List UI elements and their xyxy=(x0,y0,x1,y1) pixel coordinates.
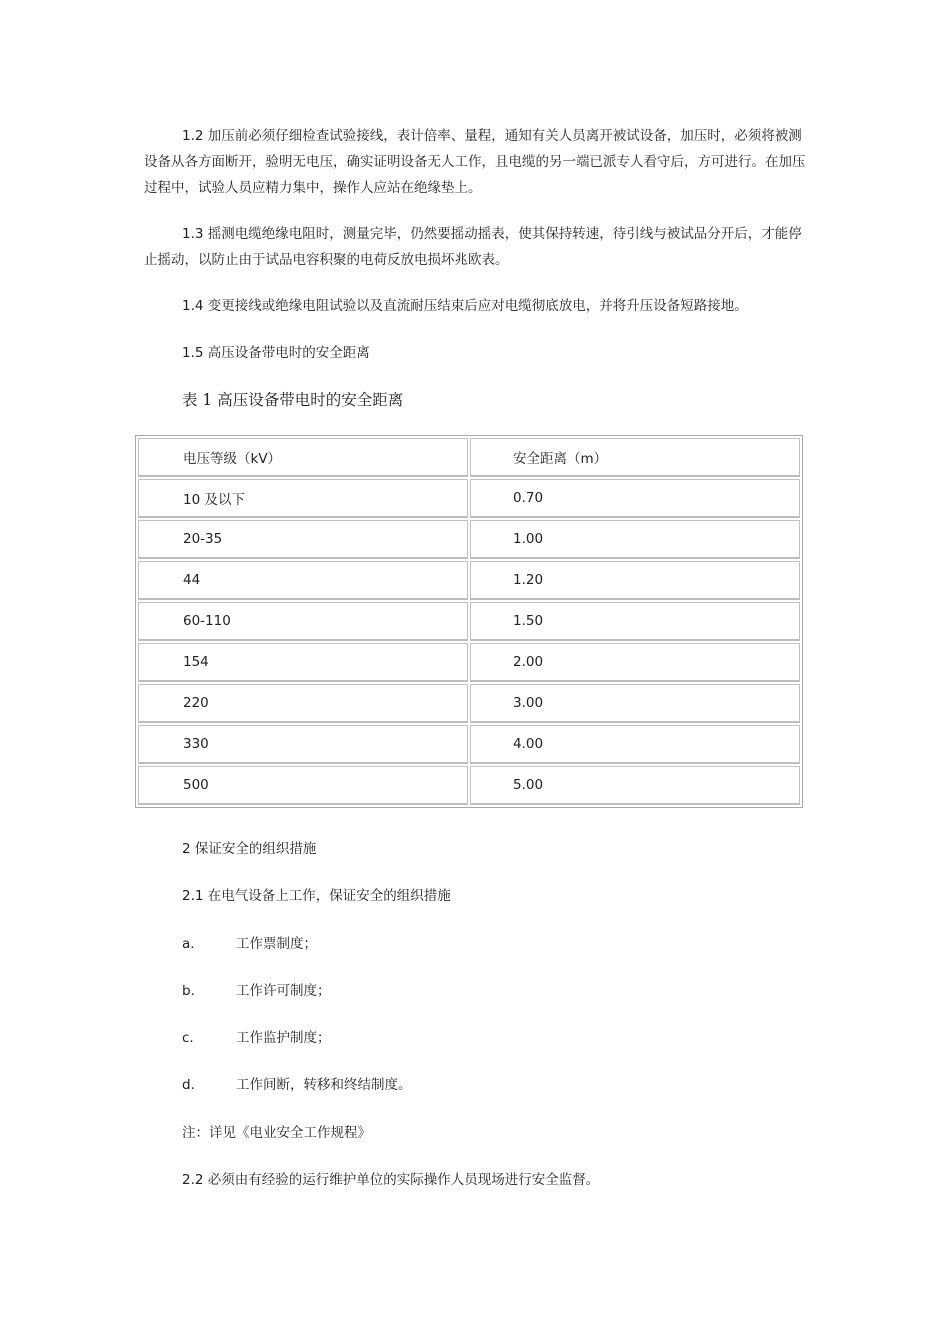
list-marker: b. xyxy=(182,983,195,999)
cell-voltage: 60-110 xyxy=(138,602,468,641)
list-item xyxy=(182,1028,331,1048)
list-text: 工作监护制度； xyxy=(236,1030,331,1046)
cell-voltage: 44 xyxy=(138,561,468,600)
paragraph-1-5: 1.5 高压设备带电时的安全距离 xyxy=(182,345,370,361)
cell-voltage: 154 xyxy=(138,643,468,682)
cell-distance: 1.00 xyxy=(470,520,800,559)
list-item xyxy=(182,934,317,954)
list-marker: c. xyxy=(182,1030,194,1046)
list-marker: d. xyxy=(182,1077,195,1093)
list-text: 工作票制度； xyxy=(236,936,317,952)
list-marker: a. xyxy=(182,936,195,952)
subsection-2-1: 2.1 在电气设备上工作，保证安全的组织措施 xyxy=(182,888,451,904)
cell-voltage: 330 xyxy=(138,725,468,764)
table-row xyxy=(138,479,800,518)
paragraph-1-3: 1.3 摇测电缆绝缘电阻时，测量完毕，仍然要摇动摇表，使其保持转速，待引线与被试品分开后，才能停止摇动，以防止由于试品电容积聚的电荷反放电损坏兆欧表。 xyxy=(144,226,802,268)
header-safety-distance: 安全距离（m） xyxy=(470,438,800,477)
subsection-2-2: 2.2 必须由有经验的运行维护单位的实际操作人员现场进行安全监督。 xyxy=(182,1172,600,1188)
paragraph-1-4: 1.4 变更接线或绝缘电阻试验以及直流耐压结束后应对电缆彻底放电，并将升压设备短路接地。 xyxy=(182,298,748,314)
list-item xyxy=(182,981,331,1001)
cell-distance: 1.20 xyxy=(470,561,800,600)
note: 注：详见《电业安全工作规程》 xyxy=(182,1125,371,1141)
table-row xyxy=(138,520,800,559)
cell-distance: 1.50 xyxy=(470,602,800,641)
header-voltage-level: 电压等级（kV） xyxy=(138,438,468,477)
paragraph-1-2: 1.2 加压前必须仔细检查试验接线，表计倍率、量程，通知有关人员离开被试设备，加压时，必须将被测设备从各方面断开，验明无电压，确实证明设备无人工作，且电缆的另一端已派专人看守后，方可进行。在加压过程中，试验人员应精力集中，操作人应站在绝缘垫上。 xyxy=(144,128,806,196)
section-2-heading: 2 保证安全的组织措施 xyxy=(182,841,317,857)
list-text: 工作许可制度； xyxy=(236,983,331,999)
table-row xyxy=(138,725,800,764)
cell-distance: 3.00 xyxy=(470,684,800,723)
cell-distance: 5.00 xyxy=(470,766,800,805)
table-row xyxy=(138,561,800,600)
table-row xyxy=(138,602,800,641)
table-row xyxy=(138,766,800,805)
cell-distance: 0.70 xyxy=(470,479,800,518)
table-row xyxy=(138,684,800,723)
safety-distance-table xyxy=(135,435,803,808)
table-row xyxy=(138,643,800,682)
list-text: 工作间断，转移和终结制度。 xyxy=(236,1077,412,1093)
cell-distance: 2.00 xyxy=(470,643,800,682)
table-header-row xyxy=(138,438,800,477)
cell-voltage: 220 xyxy=(138,684,468,723)
list-item xyxy=(182,1075,412,1095)
cell-voltage: 20-35 xyxy=(138,520,468,559)
cell-voltage: 10 及以下 xyxy=(138,479,468,518)
table-caption: 表 1 高压设备带电时的安全距离 xyxy=(182,391,404,409)
cell-distance: 4.00 xyxy=(470,725,800,764)
cell-voltage: 500 xyxy=(138,766,468,805)
